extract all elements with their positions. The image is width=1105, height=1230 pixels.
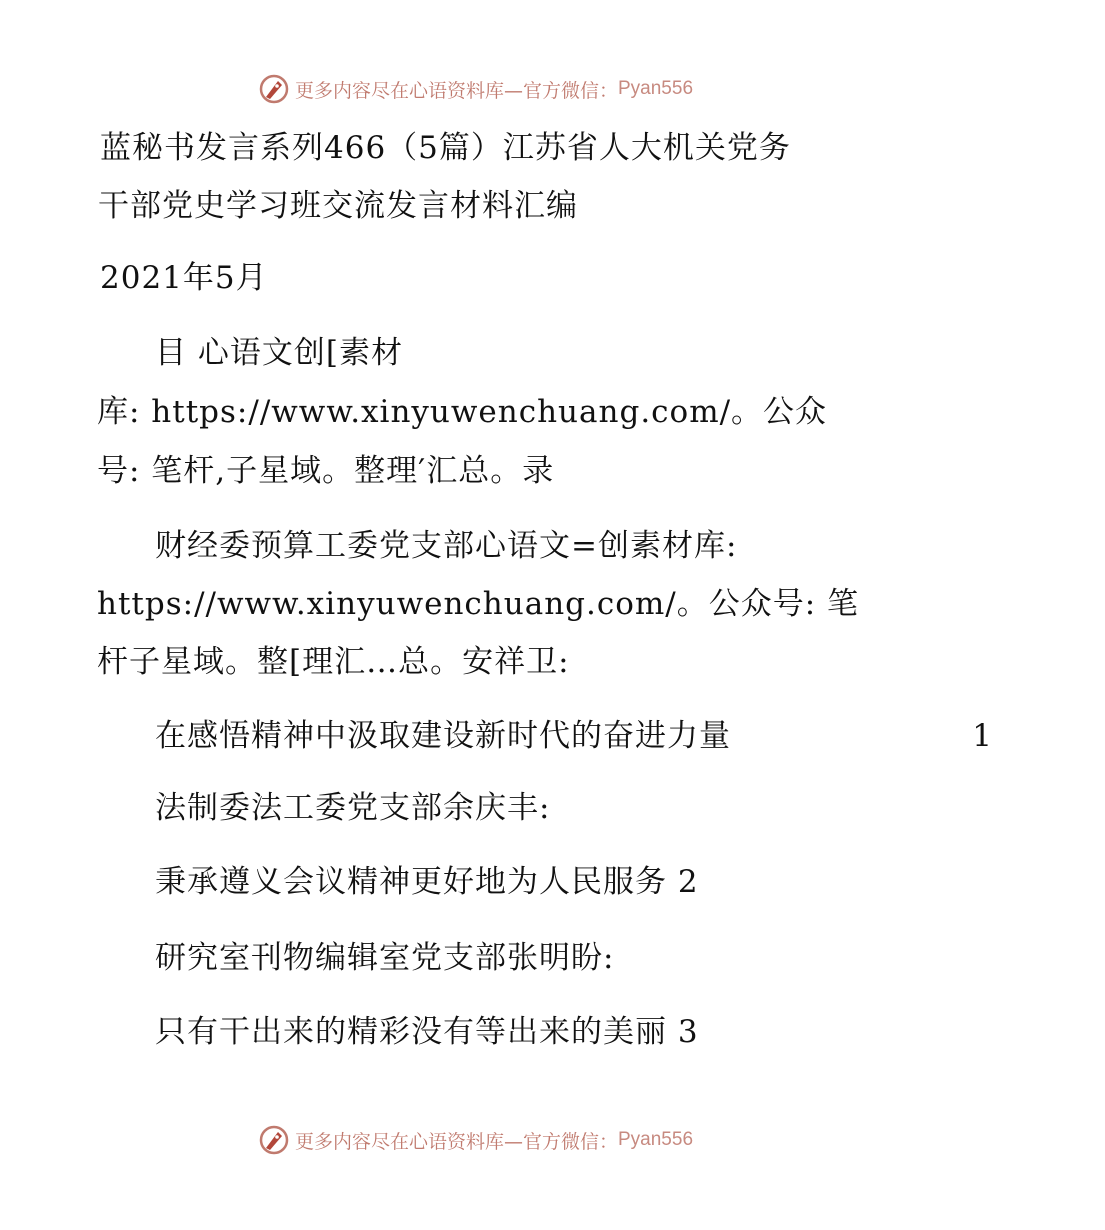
toc-entry-1-title: 在感悟精神中汲取建设新时代的奋进力量 xyxy=(155,718,731,754)
toc-entry-3-title: 只有干出来的精彩没有等出来的美丽 3 xyxy=(155,1014,699,1050)
toc-entry-3-author: 研究室刊物编辑室党支部张明盼: xyxy=(155,940,615,976)
toc-entry-1-page: 1 xyxy=(972,718,993,754)
footer-watermark xyxy=(0,1123,950,1157)
toc-entry-2-author: 法制委法工委党支部余庆丰: xyxy=(155,790,551,826)
doc-date: 2021年5月 xyxy=(100,260,268,296)
watermark-id: Pyan556 xyxy=(618,1129,694,1150)
toc-heading-line-1: 目 心语文创[素材 xyxy=(155,335,403,371)
toc-heading-line-2: 库: https://www.xinyuwenchuang.com/。公众 xyxy=(97,394,828,430)
watermark-text: 更多内容尽在心语资料库—官方微信： xyxy=(294,1130,618,1153)
pen-nib-circle-icon xyxy=(257,1123,291,1157)
toc-heading-line-3: 号: 笔杆,子星域。整理′汇总。录 xyxy=(97,453,555,489)
doc-title-line-1: 蓝秘书发言系列466（5篇）江苏省人大机关党务 xyxy=(100,130,791,166)
watermark-id: Pyan556 xyxy=(618,78,694,99)
toc-entry-1-author-line-2: https://www.xinyuwenchuang.com/。公众号: 笔 xyxy=(97,586,860,622)
toc-entry-2-title: 秉承遵义会议精神更好地为人民服务 2 xyxy=(155,864,699,900)
doc-title-line-2: 干部党史学习班交流发言材料汇编 xyxy=(98,188,578,224)
toc-entry-1-author-line-3: 杆子星域。整[理汇…总。安祥卫: xyxy=(97,644,570,680)
header-watermark xyxy=(0,72,950,106)
pen-nib-circle-icon xyxy=(257,72,291,106)
watermark-text: 更多内容尽在心语资料库—官方微信： xyxy=(294,79,618,102)
toc-entry-1 xyxy=(155,716,1105,756)
toc-entry-1-author-line-1: 财经委预算工委党支部心语文=创素材库: xyxy=(155,528,738,564)
